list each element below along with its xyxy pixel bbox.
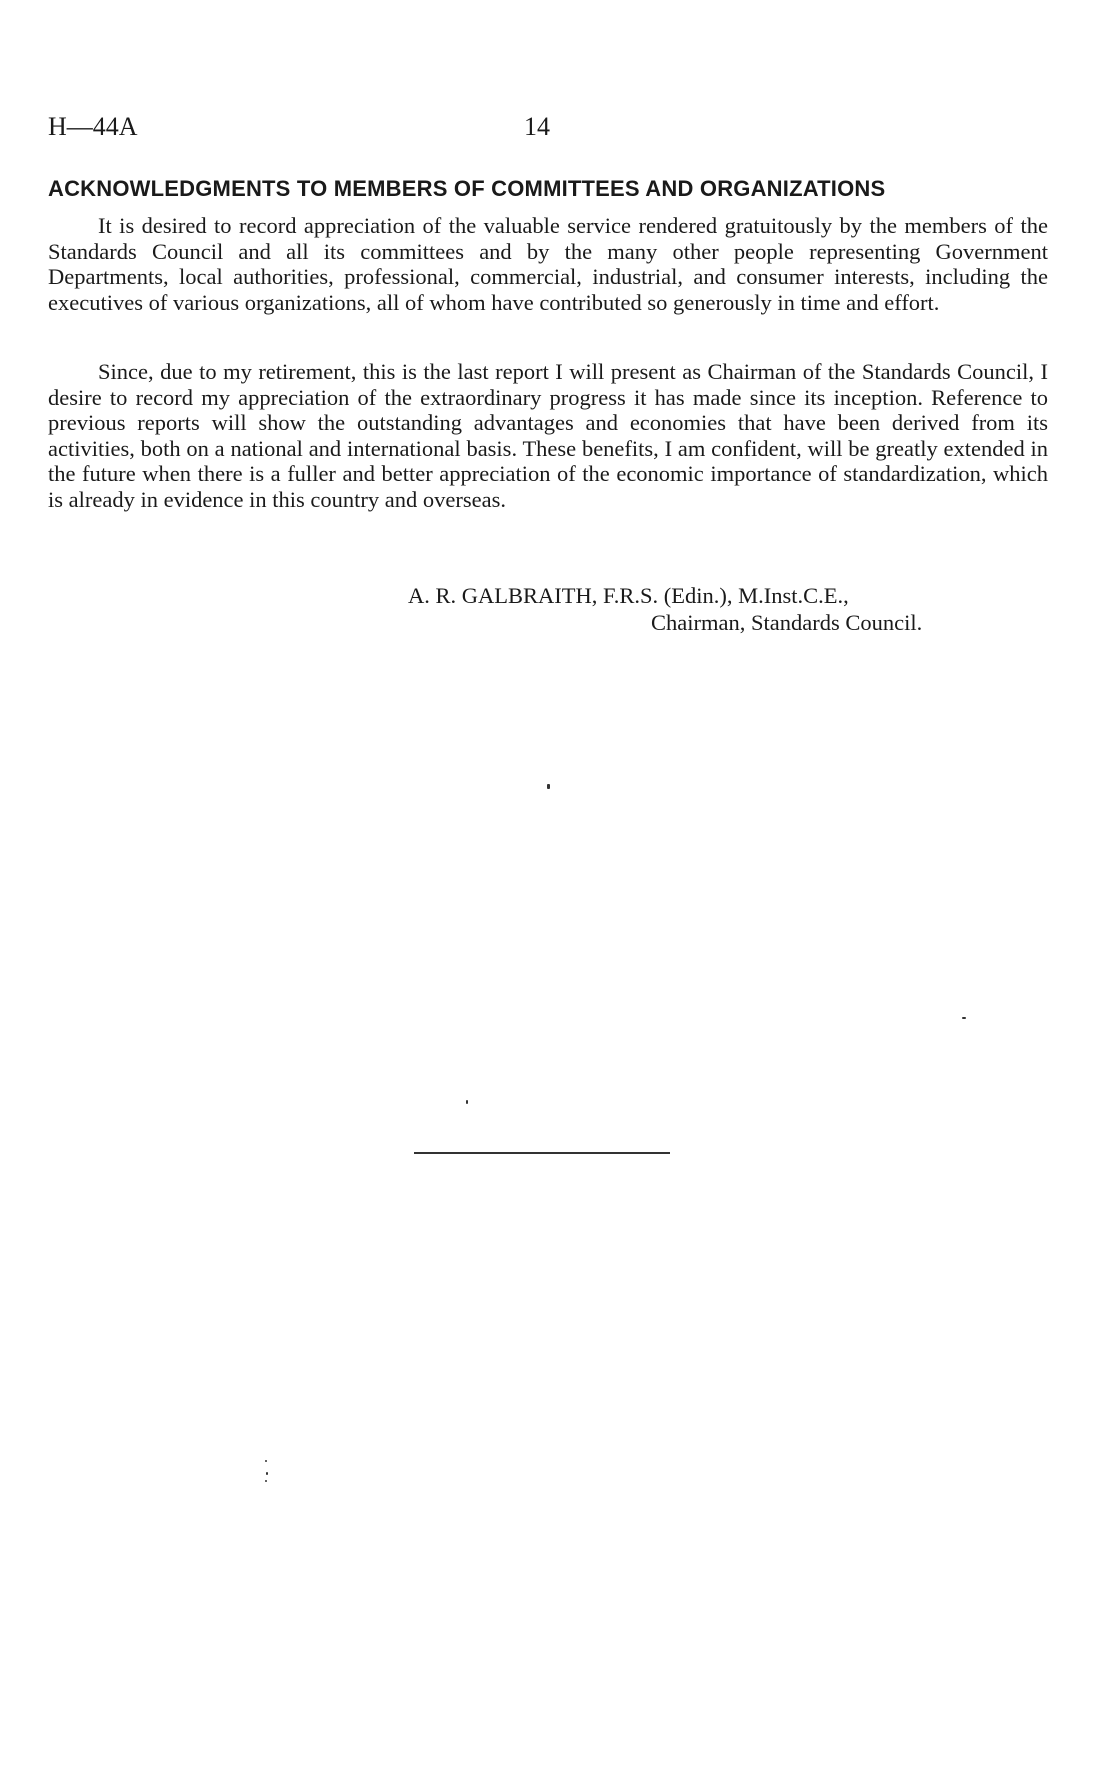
scan-speck <box>962 1017 966 1019</box>
paragraph-acknowledgment: It is desired to record appreciation of the valuable service rendered gratuitously by the members of the Standards Council and all its committees and by the many other people representing Government Departments, local authorities, professional, commercial, industrial, and consumer interests, including the executives of various organizations, all of whom have contributed so generously in time and effort. <box>48 213 1048 315</box>
scan-speck <box>265 1460 267 1462</box>
document-reference: H—44A <box>48 112 138 141</box>
paragraph-retirement: Since, due to my retirement, this is the last report I will present as Chairman of the Standards Council, I desire to record my appreciation of the extraordinary progress it has made since its inception. Reference to previous reports will show the outstanding advantages and economies that have been derived from its activities, both on a national and international basis. These benefits, I am confident, will be greatly extended in the future when there is a fuller and better appreciation of the economic importance of standardization, which is already in evidence in this country and overseas. <box>48 359 1048 512</box>
end-rule-divider <box>414 1152 670 1154</box>
scan-speck <box>266 1472 268 1475</box>
signature-name: A. R. GALBRAITH, F.R.S. (Edin.), M.Inst.C.E., <box>408 583 849 608</box>
scan-speck <box>547 784 550 789</box>
scan-speck <box>265 1480 267 1482</box>
signature-title: Chairman, Standards Council. <box>651 610 923 635</box>
section-heading: ACKNOWLEDGMENTS TO MEMBERS OF COMMITTEES AND ORGANIZATIONS <box>48 176 886 201</box>
scan-speck <box>466 1100 468 1104</box>
page-number: 14 <box>524 112 550 141</box>
